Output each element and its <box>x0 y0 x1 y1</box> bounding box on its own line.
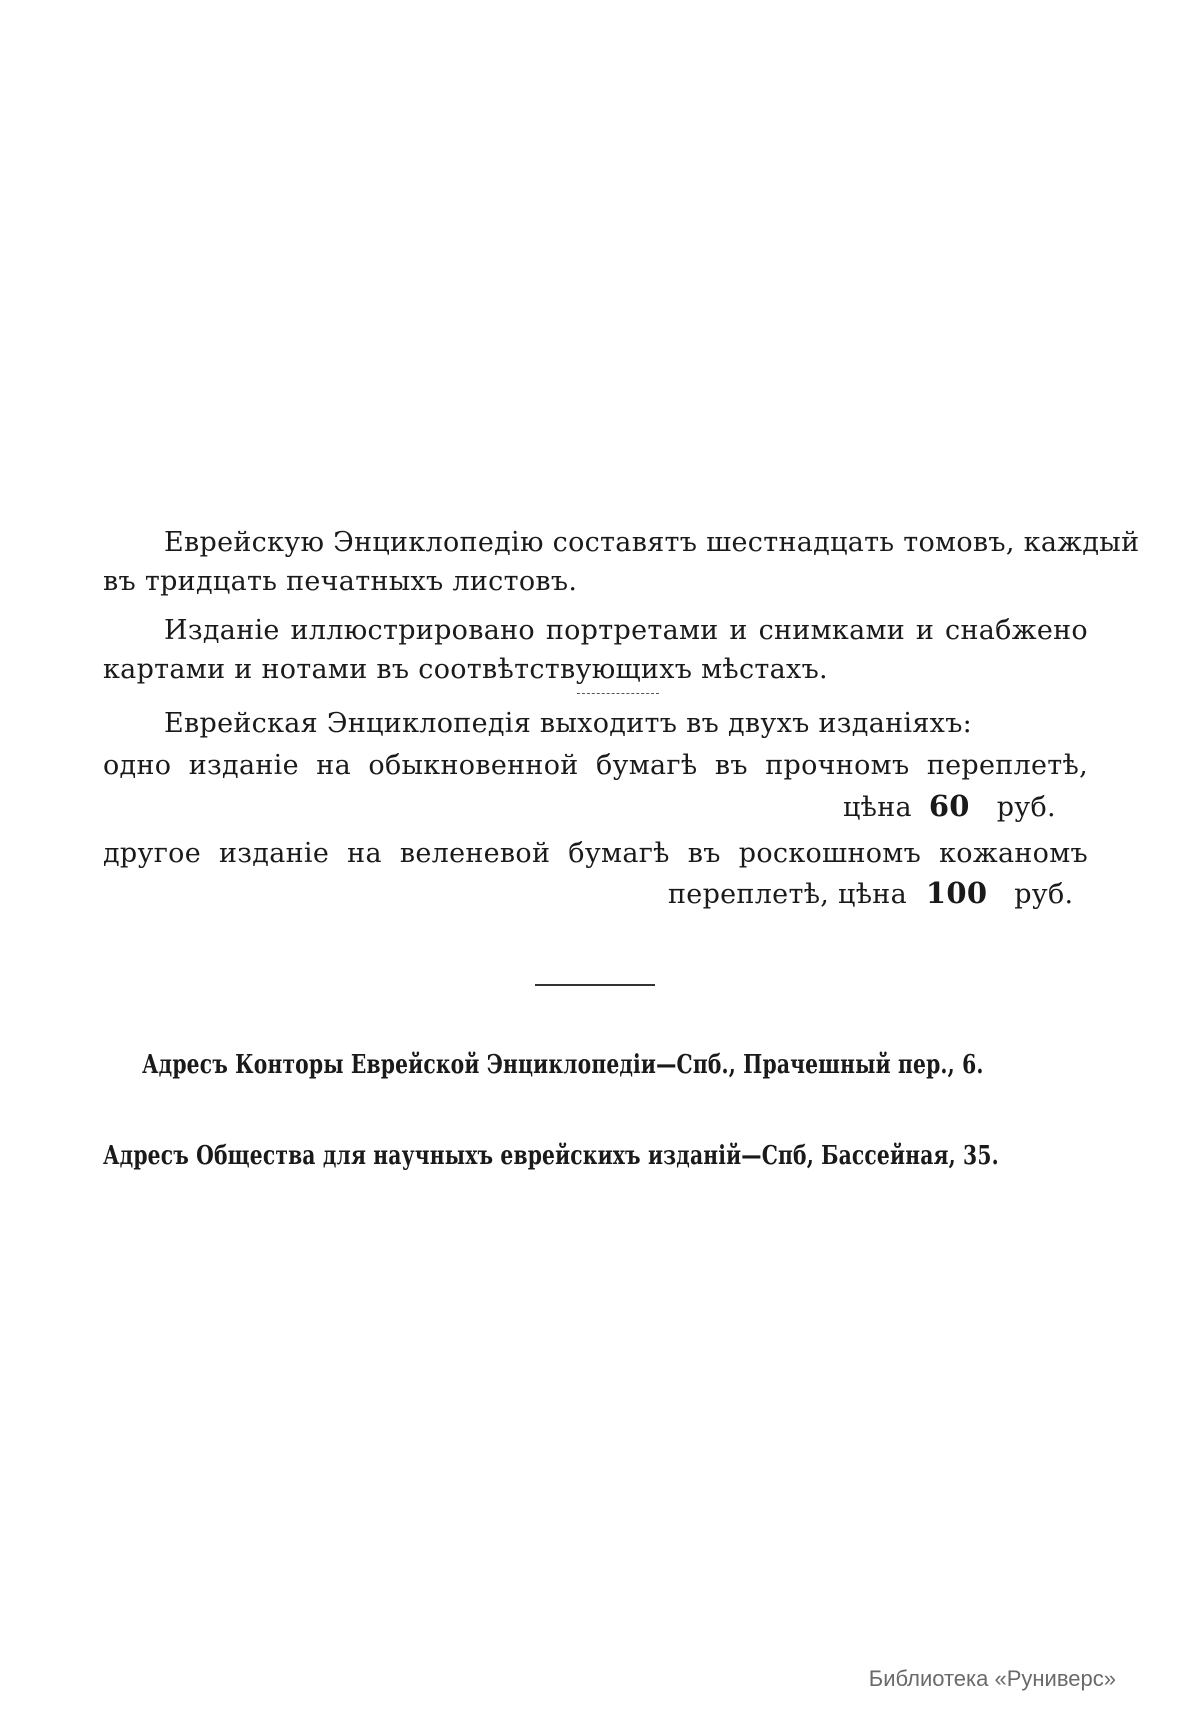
office-address: Адресъ Конторы Еврейской Энциклопедіи—Спб., Прачешный пер., 6. <box>142 1050 984 1080</box>
edition-2-price-prefix: переплетѣ, цѣна <box>668 879 907 910</box>
small-separator <box>577 693 659 694</box>
edition-1-description: одно изданіе на обыкновенной бумагѣ въ прочномъ переплетѣ, <box>103 750 1088 781</box>
edition-2-price-currency: руб. <box>1014 879 1074 910</box>
paragraph-1-line-1: Еврейскую Энциклопедію составятъ шестнадцать томовъ, каждый <box>164 527 1140 558</box>
edition-1-price-prefix: цѣна <box>843 792 912 823</box>
edition-1-price-amount: 60 <box>928 789 970 823</box>
edition-2-price-amount: 100 <box>925 876 988 910</box>
paragraph-1-line-2: въ тридцать печатныхъ листовъ. <box>103 566 578 597</box>
edition-2-description: другое изданіе на веленевой бумагѣ въ роскошномъ кожаномъ <box>103 838 1088 869</box>
edition-1-price-currency: руб. <box>996 792 1056 823</box>
section-divider <box>535 984 655 986</box>
paragraph-3-line-1: Еврейская Энциклопедія выходитъ въ двухъ изданіяхъ: <box>164 708 973 739</box>
paragraph-2-line-2: картами и нотами въ соотвѣтствующихъ мѣстахъ. <box>103 654 828 685</box>
edition-2-price <box>668 876 1074 910</box>
society-address: Адресъ Общества для научныхъ еврейскихъ изданій—Спб, Бассейная, 35. <box>103 1141 999 1171</box>
paragraph-2-line-1: Изданіе иллюстрировано портретами и снимками и снабжено <box>164 615 1088 646</box>
library-footer: Библиотека «Руниверс» <box>868 1666 1116 1691</box>
edition-1-price <box>843 789 1056 823</box>
